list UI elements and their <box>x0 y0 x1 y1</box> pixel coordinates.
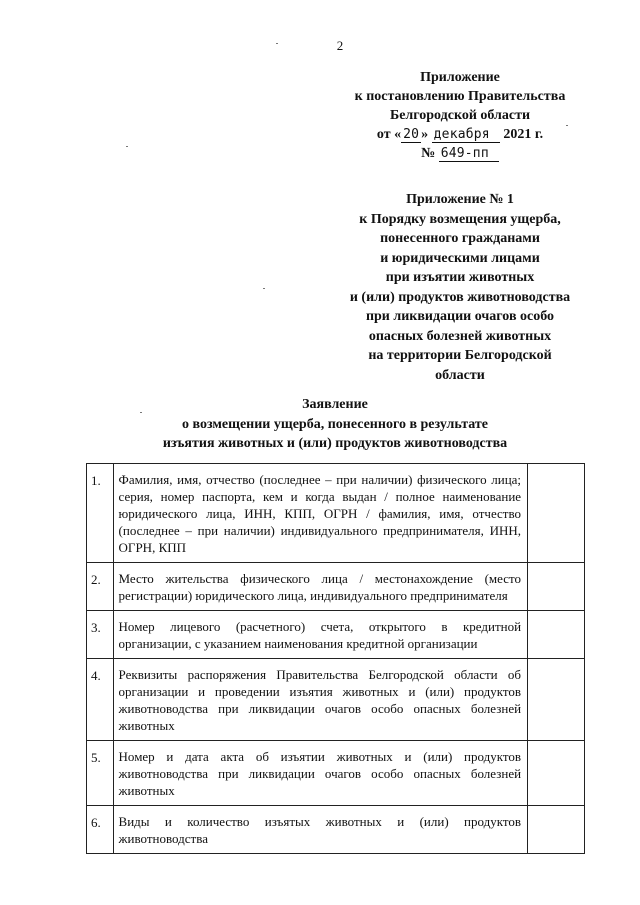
row-value-cell[interactable] <box>528 611 585 659</box>
appendix-header <box>330 190 590 385</box>
attachment-line: к постановлению Правительства <box>354 89 566 104</box>
application-form-table <box>86 463 585 854</box>
document-title <box>95 395 575 454</box>
appendix-line: опасных болезней животных <box>368 328 552 344</box>
appendix-line: к Порядку возмещения ущерба, <box>359 211 561 227</box>
scan-speck <box>126 146 128 147</box>
scan-speck <box>276 43 278 44</box>
table-row <box>87 464 585 563</box>
attachment-date: от « 20 » декабря 2021 г. <box>376 127 544 142</box>
row-label: Номер лицевого (расчетного) счета, открытого в кредитной организации, с указанием наименования кредитной организации <box>113 611 528 659</box>
appendix-line: при изъятии животных <box>385 270 535 285</box>
appendix-line: и юридическими лицами <box>380 250 540 266</box>
row-value-cell[interactable] <box>528 806 585 854</box>
row-number: 2. <box>87 563 114 611</box>
table-row <box>87 741 585 806</box>
document-number: 649-пп <box>439 146 499 162</box>
row-number: 4. <box>87 659 114 741</box>
date-day: 20 <box>403 127 420 142</box>
appendix-line: Приложение № 1 <box>406 192 514 207</box>
title-line: о возмещении ущерба, понесенного в результате <box>182 416 488 432</box>
table-row <box>87 563 585 611</box>
row-number: 6. <box>87 806 114 854</box>
page-number: 2 <box>336 38 344 53</box>
row-number: 1. <box>87 464 114 563</box>
attachment-number: № 649-пп <box>330 144 590 163</box>
attachment-line: Приложение <box>420 70 500 85</box>
appendix-line: на территории Белгородской <box>368 348 552 363</box>
row-number: 3. <box>87 611 114 659</box>
appendix-line: при ликвидации очагов особо <box>365 309 555 324</box>
row-label: Виды и количество изъятых животных и (или) продуктов животноводства <box>113 806 528 854</box>
scan-speck <box>566 125 568 126</box>
row-label: Фамилия, имя, отчество (последнее – при наличии) физического лица; серия, номер паспорта, кем и когда выдан / полное наименование юридического лица, ИНН, КПП, ОГРН / фамилия, имя, отчество (последнее – при наличии) индивидуального предпринимателя, ИНН, ОГРН, КПП <box>113 464 528 563</box>
row-number: 5. <box>87 741 114 806</box>
table-row <box>87 611 585 659</box>
table-row <box>87 659 585 741</box>
title-line: изъятия животных и (или) продуктов животноводства <box>162 436 508 451</box>
row-value-cell[interactable] <box>528 464 585 563</box>
scan-speck <box>140 412 142 413</box>
appendix-line: понесенного гражданами <box>380 231 540 246</box>
attachment-header <box>330 68 590 163</box>
table-row <box>87 806 585 854</box>
title-heading: Заявление <box>302 397 368 412</box>
date-month: декабря <box>432 127 500 143</box>
row-value-cell[interactable] <box>528 659 585 741</box>
row-value-cell[interactable] <box>528 741 585 806</box>
appendix-line: и (или) продуктов животноводства <box>349 289 571 305</box>
row-label: Номер и дата акта об изъятии животных и (или) продуктов животноводства при ликвидации очагов особо опасных болезней животных <box>113 741 528 806</box>
appendix-line: области <box>435 367 485 383</box>
scan-speck <box>263 288 265 289</box>
attachment-line: Белгородской области <box>389 108 531 123</box>
row-label: Место жительства физического лица / местонахождение (место регистрации) юридического лица, индивидуального предпринимателя <box>113 563 528 611</box>
row-label: Реквизиты распоряжения Правительства Белгородской области об организации и проведении изъятия животных и (или) продуктов животноводства при ликвидации очагов особо опасных болезней животных <box>113 659 528 741</box>
row-value-cell[interactable] <box>528 563 585 611</box>
